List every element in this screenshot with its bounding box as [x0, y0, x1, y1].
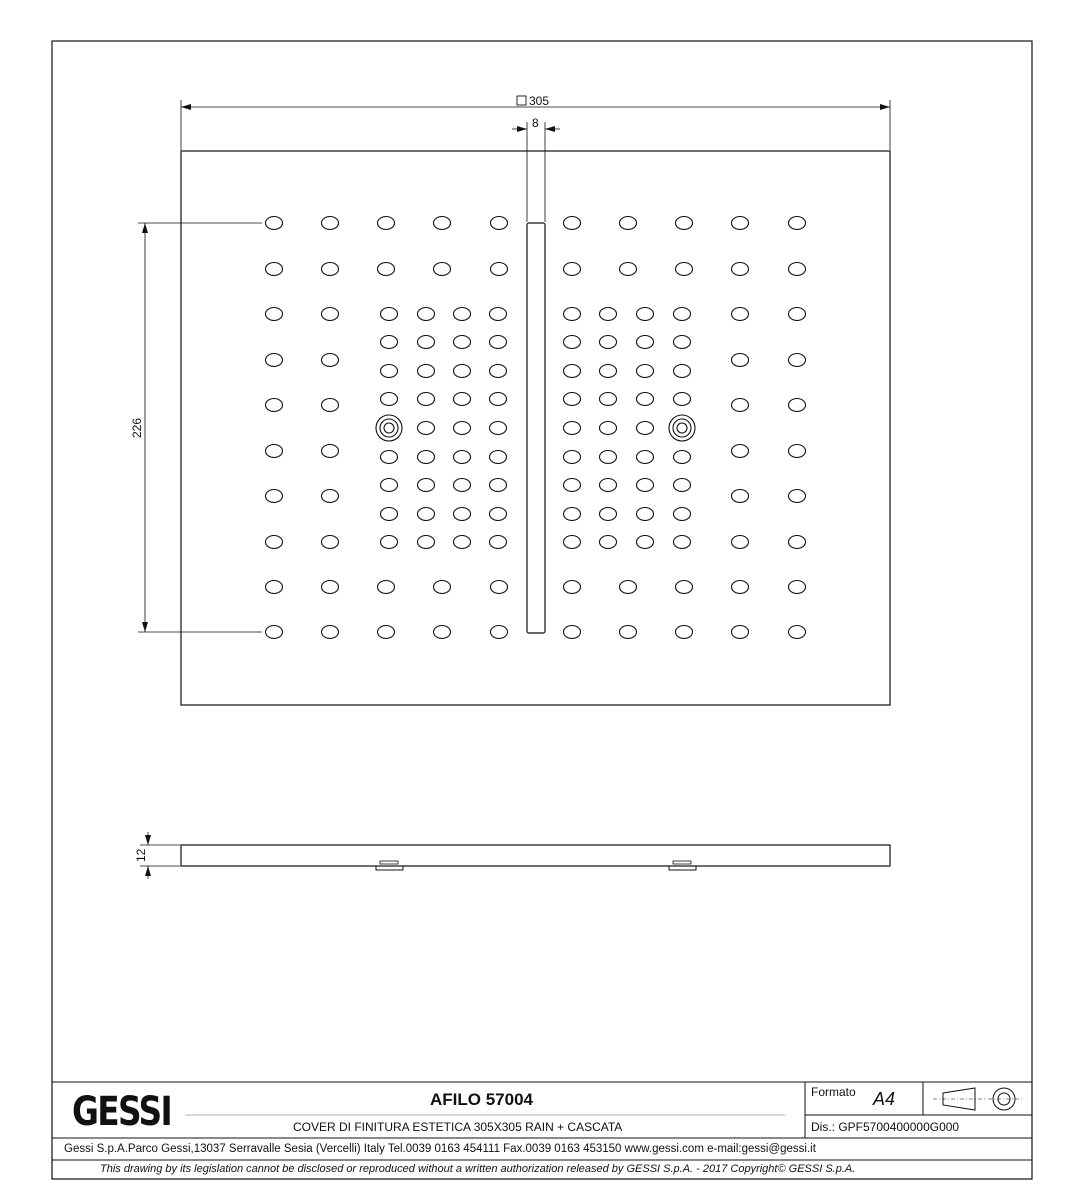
nozzle-hole: [266, 581, 283, 594]
company-address: Gessi S.p.A.Parco Gessi,13037 Serravalle Sesia (Vercelli) Italy Tel.0039 0163 454111 Fax.0039 0163 453150 www.gessi.com e-mail:gessi@gessi.it: [64, 1143, 816, 1155]
nozzle-hole: [564, 581, 581, 594]
nozzle-hole: [676, 626, 693, 639]
nozzle-hole: [674, 365, 691, 378]
nozzle-hole: [490, 308, 507, 321]
cover-plate-side-view: [181, 845, 890, 866]
first-angle-projection-icon: [933, 1088, 1022, 1110]
nozzle-hole: [732, 445, 749, 458]
nozzle-hole: [418, 479, 435, 492]
legal-notice: This drawing by its legislation cannot be disclosed or reproduced without a written authorization released by GESSI S.p.A. - 2017 Copyright© GESSI S.p.A.: [100, 1163, 856, 1175]
nozzle-hole: [789, 263, 806, 276]
nozzle-hole: [600, 393, 617, 406]
nozzle-hole: [418, 308, 435, 321]
nozzle-hole: [637, 451, 654, 464]
product-title: AFILO 57004: [430, 1090, 533, 1109]
nozzle-hole: [564, 536, 581, 549]
span-dimension-label: 226: [130, 417, 144, 438]
nozzle-hole: [600, 422, 617, 435]
nozzle-hole: [676, 217, 693, 230]
nozzle-hole: [491, 581, 508, 594]
nozzle-hole: [418, 336, 435, 349]
nozzle-hole: [418, 536, 435, 549]
nozzle-hole: [418, 422, 435, 435]
nozzle-hole: [637, 365, 654, 378]
nozzle-hole: [434, 217, 451, 230]
nozzle-hole: [454, 451, 471, 464]
drawing-number: Dis.: GPF5700400000G000: [811, 1120, 960, 1134]
nozzle-hole: [600, 308, 617, 321]
nozzle-hole: [381, 393, 398, 406]
nozzle-hole: [381, 536, 398, 549]
nozzle-hole: [620, 217, 637, 230]
nozzle-hole: [674, 336, 691, 349]
nozzle-hole: [600, 451, 617, 464]
nozzle-hole: [491, 626, 508, 639]
nozzle-hole: [454, 308, 471, 321]
dimension-slot-width: [512, 116, 560, 222]
nozzle-hole: [732, 354, 749, 367]
nozzle-hole: [490, 508, 507, 521]
nozzle-hole: [564, 365, 581, 378]
nozzle-hole: [789, 217, 806, 230]
nozzle-hole: [637, 393, 654, 406]
nozzle-hole: [564, 393, 581, 406]
nozzle-hole: [381, 365, 398, 378]
nozzle-hole: [381, 508, 398, 521]
nozzle-hole: [381, 336, 398, 349]
nozzle-hole: [418, 365, 435, 378]
nozzle-hole: [637, 308, 654, 321]
nozzle-hole: [381, 451, 398, 464]
nozzle-hole: [266, 263, 283, 276]
nozzle-hole: [381, 308, 398, 321]
fixing-point-left: [376, 415, 402, 441]
nozzle-hole: [732, 217, 749, 230]
nozzle-hole: [378, 217, 395, 230]
sheet-border: [52, 41, 1032, 1179]
side-clip-left: [376, 861, 403, 870]
dimension-thickness: [134, 832, 180, 879]
nozzle-hole: [266, 536, 283, 549]
slot-dimension-label: 8: [532, 116, 539, 130]
nozzle-hole: [322, 354, 339, 367]
nozzle-hole: [322, 581, 339, 594]
nozzle-hole: [600, 508, 617, 521]
nozzle-hole: [789, 445, 806, 458]
nozzle-hole: [732, 308, 749, 321]
nozzle-hole: [266, 217, 283, 230]
nozzle-hole: [322, 490, 339, 503]
nozzle-hole: [322, 536, 339, 549]
nozzle-hole: [637, 336, 654, 349]
nozzle-hole: [266, 354, 283, 367]
dimension-hole-span: [130, 223, 262, 632]
nozzle-hole: [322, 308, 339, 321]
nozzle-hole: [637, 508, 654, 521]
nozzle-hole: [454, 365, 471, 378]
nozzle-hole: [637, 536, 654, 549]
nozzle-hole: [378, 263, 395, 276]
nozzle-hole: [564, 626, 581, 639]
square-dimension-icon: [517, 96, 526, 105]
nozzle-hole: [322, 263, 339, 276]
nozzle-hole: [732, 581, 749, 594]
nozzle-hole: [676, 263, 693, 276]
nozzle-hole: [454, 336, 471, 349]
nozzle-holes: [266, 217, 806, 639]
nozzle-hole: [490, 479, 507, 492]
nozzle-hole: [491, 263, 508, 276]
nozzle-hole: [789, 354, 806, 367]
nozzle-hole: [266, 490, 283, 503]
nozzle-hole: [378, 581, 395, 594]
gessi-logo: GESSI: [72, 1089, 172, 1135]
formato-label: Formato: [811, 1085, 856, 1099]
nozzle-hole: [434, 263, 451, 276]
nozzle-hole: [418, 508, 435, 521]
nozzle-hole: [490, 422, 507, 435]
nozzle-hole: [490, 536, 507, 549]
nozzle-hole: [789, 581, 806, 594]
nozzle-hole: [637, 422, 654, 435]
product-description: COVER DI FINITURA ESTETICA 305X305 RAIN + CASCATA: [293, 1120, 623, 1134]
nozzle-hole: [732, 626, 749, 639]
nozzle-hole: [564, 263, 581, 276]
nozzle-hole: [322, 445, 339, 458]
nozzle-hole: [600, 536, 617, 549]
nozzle-hole: [266, 399, 283, 412]
nozzle-hole: [564, 336, 581, 349]
nozzle-hole: [564, 422, 581, 435]
nozzle-hole: [491, 217, 508, 230]
nozzle-hole: [564, 308, 581, 321]
nozzle-hole: [434, 581, 451, 594]
nozzle-hole: [676, 581, 693, 594]
side-clip-right: [669, 861, 696, 870]
nozzle-hole: [620, 263, 637, 276]
nozzle-hole: [266, 308, 283, 321]
nozzle-hole: [674, 393, 691, 406]
nozzle-hole: [789, 308, 806, 321]
nozzle-hole: [378, 626, 395, 639]
nozzle-hole: [789, 626, 806, 639]
nozzle-hole: [418, 393, 435, 406]
nozzle-hole: [454, 393, 471, 406]
nozzle-hole: [322, 399, 339, 412]
nozzle-hole: [600, 336, 617, 349]
nozzle-hole: [490, 451, 507, 464]
nozzle-hole: [454, 422, 471, 435]
fixing-point-right: [669, 415, 695, 441]
nozzle-hole: [564, 508, 581, 521]
nozzle-hole: [789, 536, 806, 549]
nozzle-hole: [674, 308, 691, 321]
nozzle-hole: [620, 581, 637, 594]
nozzle-hole: [266, 626, 283, 639]
nozzle-hole: [454, 536, 471, 549]
nozzle-hole: [381, 479, 398, 492]
nozzle-hole: [266, 445, 283, 458]
nozzle-hole: [789, 399, 806, 412]
nozzle-hole: [490, 336, 507, 349]
width-dimension-label: 305: [529, 94, 550, 108]
nozzle-hole: [490, 393, 507, 406]
nozzle-hole: [637, 479, 654, 492]
nozzle-hole: [454, 479, 471, 492]
nozzle-hole: [674, 451, 691, 464]
nozzle-hole: [789, 490, 806, 503]
nozzle-hole: [732, 263, 749, 276]
nozzle-hole: [564, 217, 581, 230]
nozzle-hole: [600, 365, 617, 378]
nozzle-hole: [454, 508, 471, 521]
nozzle-hole: [732, 399, 749, 412]
nozzle-hole: [620, 626, 637, 639]
nozzle-hole: [322, 626, 339, 639]
nozzle-hole: [732, 536, 749, 549]
nozzle-hole: [490, 365, 507, 378]
nozzle-hole: [564, 451, 581, 464]
nozzle-hole: [322, 217, 339, 230]
cover-plate-top-view: [181, 151, 890, 705]
nozzle-hole: [564, 479, 581, 492]
waterfall-slot: [527, 223, 545, 633]
nozzle-hole: [674, 508, 691, 521]
nozzle-hole: [434, 626, 451, 639]
thickness-dimension-label: 12: [134, 848, 148, 862]
nozzle-hole: [674, 479, 691, 492]
formato-value: A4: [873, 1089, 896, 1109]
nozzle-hole: [674, 536, 691, 549]
nozzle-hole: [732, 490, 749, 503]
nozzle-hole: [418, 451, 435, 464]
nozzle-hole: [600, 479, 617, 492]
